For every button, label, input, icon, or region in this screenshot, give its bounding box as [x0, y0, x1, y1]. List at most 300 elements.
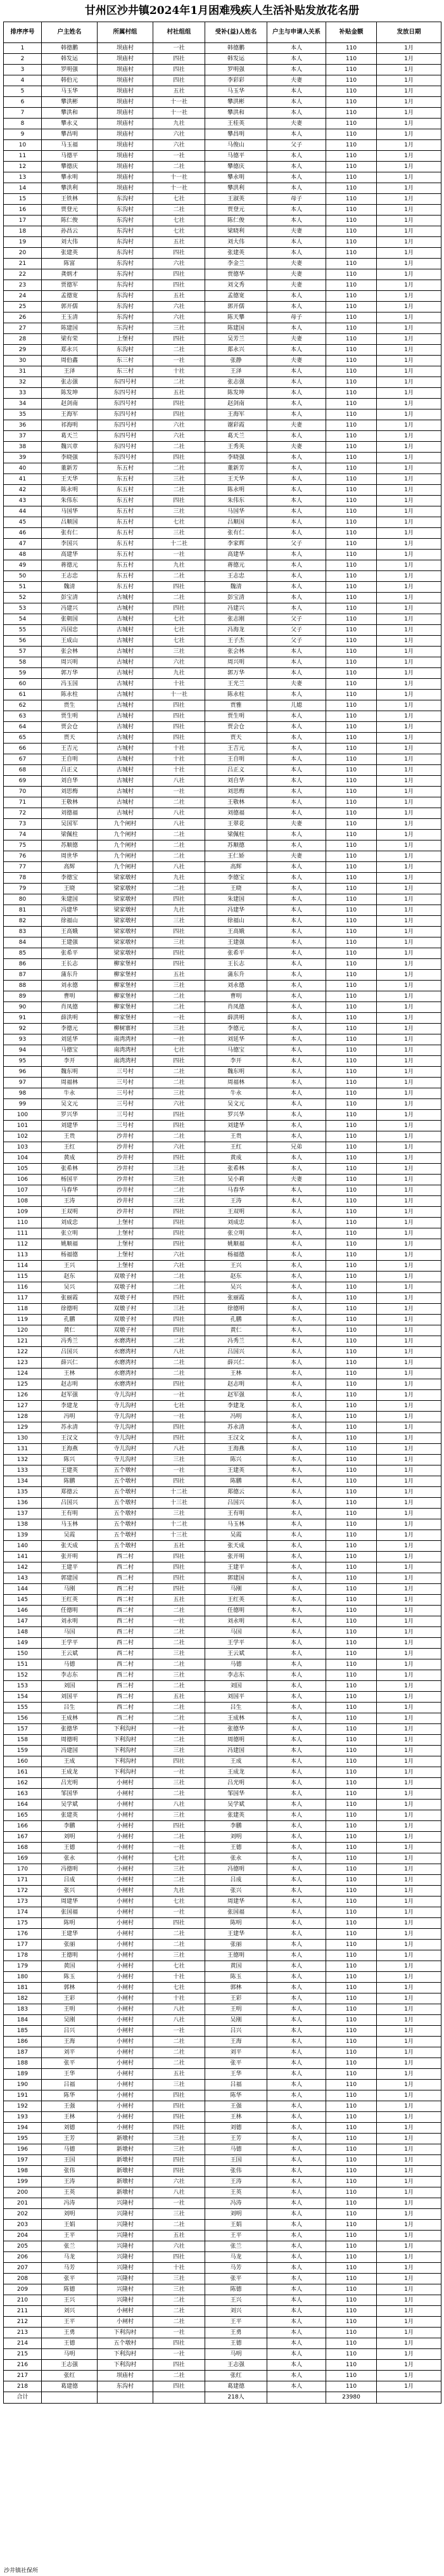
- cell-amount: 110: [326, 129, 377, 140]
- cell-householder: 周福林: [42, 1078, 98, 1088]
- cell-village: 东四号村: [98, 453, 153, 463]
- cell-relation: 本人: [267, 1034, 326, 1045]
- cell-relation: 本人: [267, 1304, 326, 1315]
- cell-village: 西二村: [98, 1692, 153, 1703]
- cell-village: 五个墩村: [98, 1530, 153, 1541]
- cell-serial: 68: [4, 765, 42, 776]
- cell-recipient: 周福林: [205, 1078, 267, 1088]
- cell-date: 1月: [377, 1832, 441, 1843]
- total-amount: 23980: [326, 2392, 377, 2404]
- cell-group: 八社: [153, 808, 205, 819]
- cell-date: 1月: [377, 86, 441, 97]
- cell-amount: 110: [326, 830, 377, 840]
- cell-amount: 110: [326, 1336, 377, 1347]
- table-row: [4, 1218, 441, 1228]
- cell-village: 小闸村: [98, 1983, 153, 1993]
- cell-relation: 本人: [267, 1832, 326, 1843]
- cell-serial: 110: [4, 1218, 42, 1228]
- cell-amount: 110: [326, 463, 377, 474]
- cell-householder: 吕国兴: [42, 1347, 98, 1358]
- table-row: [4, 1315, 441, 1325]
- cell-village: 小闸村: [98, 1789, 153, 1800]
- cell-relation: 本人: [267, 1746, 326, 1756]
- cell-village: 古城村: [98, 679, 153, 690]
- cell-group: 二社: [153, 2317, 205, 2328]
- cell-serial: 8: [4, 119, 42, 129]
- cell-group: 七社: [153, 216, 205, 226]
- cell-recipient: 张静: [205, 356, 267, 366]
- cell-group: 三社: [153, 1810, 205, 1821]
- cell-recipient: 张平: [205, 2274, 267, 2284]
- table-row: [4, 2252, 441, 2263]
- cell-group: 三社: [153, 1455, 205, 1465]
- cell-group: 二社: [153, 840, 205, 851]
- cell-village: 新墩村: [98, 2187, 153, 2198]
- cell-recipient: 薛洪明: [205, 1013, 267, 1024]
- cell-date: 1月: [377, 2166, 441, 2177]
- cell-householder: 王志强: [42, 2360, 98, 2371]
- cell-village: 水磨湾村: [98, 1379, 153, 1390]
- cell-householder: 贾生: [42, 700, 98, 711]
- cell-relation: 夫妻: [267, 356, 326, 366]
- cell-recipient: 马刚: [205, 1584, 267, 1595]
- cell-group: 六社: [153, 129, 205, 140]
- cell-serial: 21: [4, 259, 42, 269]
- cell-amount: 110: [326, 388, 377, 399]
- cell-serial: 127: [4, 1401, 42, 1412]
- cell-recipient: 张立明: [205, 1228, 267, 1239]
- table-row: [4, 2371, 441, 2381]
- cell-recipient: 刘明: [205, 1832, 267, 1843]
- cell-serial: 82: [4, 916, 42, 927]
- table-row: [4, 1282, 441, 1293]
- cell-recipient: 冯涛: [205, 2198, 267, 2209]
- cell-date: 1月: [377, 1444, 441, 1455]
- cell-householder: 张希林: [42, 1164, 98, 1175]
- cell-group: 二社: [153, 1606, 205, 1616]
- cell-amount: 110: [326, 269, 377, 280]
- cell-date: 1月: [377, 776, 441, 787]
- cell-householder: 王志忠: [42, 571, 98, 582]
- cell-village: 九个闸村: [98, 862, 153, 873]
- cell-group: 三社: [153, 916, 205, 927]
- cell-serial: 213: [4, 2328, 42, 2338]
- cell-recipient: 王平: [205, 2231, 267, 2241]
- cell-recipient: 王晓: [205, 884, 267, 894]
- cell-serial: 122: [4, 1347, 42, 1358]
- cell-village: 五个墩村: [98, 1519, 153, 1530]
- cell-group: 八社: [153, 1444, 205, 1455]
- cell-serial: 137: [4, 1509, 42, 1519]
- cell-recipient: 朱伟东: [205, 496, 267, 506]
- table-row: [4, 2069, 441, 2080]
- cell-recipient: 刘国: [205, 1681, 267, 1692]
- cell-householder: 周建华: [42, 1897, 98, 1907]
- cell-group: 二社: [153, 2058, 205, 2069]
- cell-village: 寺儿沟村: [98, 1412, 153, 1422]
- cell-date: 1月: [377, 1358, 441, 1368]
- cell-serial: 71: [4, 797, 42, 808]
- cell-village: 兴隆村: [98, 2263, 153, 2274]
- table-row: [4, 75, 441, 86]
- cell-village: 双墩子村: [98, 1293, 153, 1304]
- cell-date: 1月: [377, 948, 441, 959]
- cell-date: 1月: [377, 162, 441, 172]
- table-row: [4, 765, 441, 776]
- cell-householder: 张平: [42, 2058, 98, 2069]
- cell-amount: 110: [326, 2123, 377, 2134]
- cell-amount: 110: [326, 453, 377, 463]
- cell-group: 四社: [153, 2338, 205, 2349]
- cell-group: 二社: [153, 2047, 205, 2058]
- table-row: [4, 1800, 441, 1810]
- cell-householder: 张丽: [42, 1940, 98, 1950]
- cell-relation: 本人: [267, 1756, 326, 1767]
- cell-amount: 110: [326, 787, 377, 797]
- table-row: [4, 1347, 441, 1358]
- cell-date: 1月: [377, 1670, 441, 1681]
- cell-serial: 1: [4, 43, 42, 54]
- cell-recipient: 贾会仓: [205, 722, 267, 733]
- cell-serial: 87: [4, 970, 42, 981]
- cell-serial: 138: [4, 1519, 42, 1530]
- table-row: [4, 2241, 441, 2252]
- cell-date: 1月: [377, 2187, 441, 2198]
- cell-serial: 54: [4, 614, 42, 625]
- cell-serial: 35: [4, 409, 42, 420]
- cell-recipient: 彭宝清: [205, 593, 267, 603]
- cell-serial: 91: [4, 1013, 42, 1024]
- cell-amount: 110: [326, 733, 377, 744]
- table-row: [4, 1606, 441, 1616]
- table-row: [4, 2198, 441, 2209]
- cell-date: 1月: [377, 1175, 441, 1185]
- cell-householder: 王林: [42, 1368, 98, 1379]
- cell-serial: 79: [4, 884, 42, 894]
- cell-serial: 16: [4, 205, 42, 216]
- cell-recipient: 冯建兴: [205, 603, 267, 614]
- table-row: [4, 1013, 441, 1024]
- cell-relation: 本人: [267, 1993, 326, 2004]
- table-row: [4, 1778, 441, 1789]
- cell-village: 东五村: [98, 528, 153, 539]
- table-row: [4, 323, 441, 334]
- cell-relation: 本人: [267, 1972, 326, 1983]
- cell-relation: 本人: [267, 2101, 326, 2112]
- cell-amount: 110: [326, 183, 377, 194]
- cell-householder: 孔鹏: [42, 1315, 98, 1325]
- cell-amount: 110: [326, 550, 377, 560]
- cell-recipient: 张伟: [205, 2166, 267, 2177]
- cell-serial: 3: [4, 65, 42, 75]
- table-row: [4, 2155, 441, 2166]
- cell-relation: 本人: [267, 108, 326, 119]
- cell-date: 1月: [377, 1455, 441, 1465]
- cell-householder: 魏东明: [42, 1067, 98, 1078]
- cell-serial: 125: [4, 1379, 42, 1390]
- cell-householder: 周伯鑫: [42, 356, 98, 366]
- cell-amount: 110: [326, 2177, 377, 2187]
- table-row: [4, 1024, 441, 1034]
- table-row: [4, 1185, 441, 1196]
- cell-village: 上堡村: [98, 1239, 153, 1250]
- cell-serial: 211: [4, 2306, 42, 2317]
- cell-group: 三社: [153, 1196, 205, 1207]
- cell-recipient: 王志忠: [205, 571, 267, 582]
- cell-amount: 110: [326, 1562, 377, 1573]
- cell-village: 小闸村: [98, 1778, 153, 1789]
- cell-recipient: 王兴: [205, 2295, 267, 2306]
- cell-recipient: 朱建国: [205, 894, 267, 905]
- cell-group: 二社: [153, 1735, 205, 1746]
- cell-recipient: 韩德鹏: [205, 43, 267, 54]
- cell-amount: 110: [326, 851, 377, 862]
- cell-relation: 本人: [267, 2371, 326, 2381]
- cell-group: 三社: [153, 2144, 205, 2155]
- cell-relation: 本人: [267, 2177, 326, 2187]
- cell-village: 坝庙村: [98, 172, 153, 183]
- cell-village: 兴隆村: [98, 2284, 153, 2295]
- cell-amount: 110: [326, 905, 377, 916]
- table-row: [4, 1498, 441, 1509]
- cell-date: 1月: [377, 2058, 441, 2069]
- cell-village: 坝庙村: [98, 119, 153, 129]
- cell-group: 四社: [153, 453, 205, 463]
- cell-date: 1月: [377, 1379, 441, 1390]
- cell-relation: 本人: [267, 1681, 326, 1692]
- cell-householder: 吕国兴: [42, 1498, 98, 1509]
- cell-serial: 32: [4, 377, 42, 388]
- cell-serial: 111: [4, 1228, 42, 1239]
- cell-group: 四社: [153, 1056, 205, 1067]
- cell-recipient: 王德明: [205, 1950, 267, 1961]
- table-row: [4, 216, 441, 226]
- cell-date: 1月: [377, 787, 441, 797]
- cell-relation: 本人: [267, 2209, 326, 2220]
- cell-group: 二社: [153, 2306, 205, 2317]
- cell-village: 东沟村: [98, 291, 153, 302]
- table-row: [4, 1756, 441, 1767]
- cell-date: 1月: [377, 625, 441, 636]
- cell-serial: 25: [4, 302, 42, 312]
- cell-serial: 168: [4, 1843, 42, 1853]
- table-row: [4, 226, 441, 237]
- cell-group: 三社: [153, 981, 205, 991]
- cell-date: 1月: [377, 474, 441, 485]
- cell-householder: 王成山: [42, 636, 98, 647]
- cell-village: 柳家堡村: [98, 1002, 153, 1013]
- cell-group: 四社: [153, 1218, 205, 1228]
- cell-relation: 本人: [267, 1638, 326, 1649]
- cell-amount: 110: [326, 194, 377, 205]
- cell-recipient: 王德: [205, 2338, 267, 2349]
- cell-date: 1月: [377, 722, 441, 733]
- cell-recipient: 周建华: [205, 1897, 267, 1907]
- cell-group: 四社: [153, 2090, 205, 2101]
- cell-relation: 本人: [267, 1390, 326, 1401]
- cell-amount: 110: [326, 248, 377, 259]
- cell-recipient: 吕生: [205, 1703, 267, 1713]
- cell-householder: 赵剑南: [42, 399, 98, 409]
- cell-relation: 父子: [267, 614, 326, 625]
- cell-relation: 本人: [267, 2069, 326, 2080]
- cell-village: 九个闸村: [98, 851, 153, 862]
- cell-amount: 110: [326, 1703, 377, 1713]
- cell-amount: 110: [326, 754, 377, 765]
- table-row: [4, 183, 441, 194]
- cell-group: 二社: [153, 1272, 205, 1282]
- cell-relation: 本人: [267, 690, 326, 700]
- cell-group: 四社: [153, 1918, 205, 1929]
- col-header-group: 村社组组: [153, 22, 205, 43]
- cell-relation: 本人: [267, 744, 326, 754]
- cell-group: 二社: [153, 1703, 205, 1713]
- cell-date: 1月: [377, 2080, 441, 2090]
- cell-householder: 王明: [42, 2004, 98, 2015]
- cell-village: 南湾湾村: [98, 1056, 153, 1067]
- cell-date: 1月: [377, 1498, 441, 1509]
- cell-village: 东五村: [98, 582, 153, 593]
- cell-recipient: 孔鹏: [205, 1315, 267, 1325]
- cell-village: 东五村: [98, 571, 153, 582]
- cell-householder: 王兴: [42, 2295, 98, 2306]
- cell-amount: 110: [326, 259, 377, 269]
- cell-date: 1月: [377, 2252, 441, 2263]
- cell-serial: 139: [4, 1530, 42, 1541]
- cell-amount: 110: [326, 1659, 377, 1670]
- table-row: [4, 668, 441, 679]
- table-row: [4, 345, 441, 356]
- cell-serial: 157: [4, 1724, 42, 1735]
- cell-relation: 本人: [267, 151, 326, 162]
- table-row: [4, 647, 441, 657]
- cell-group: 三社: [153, 1304, 205, 1315]
- cell-amount: 110: [326, 2349, 377, 2360]
- cell-group: 二社: [153, 2037, 205, 2047]
- cell-relation: 本人: [267, 1659, 326, 1670]
- cell-serial: 214: [4, 2338, 42, 2349]
- cell-relation: 本人: [267, 1325, 326, 1336]
- cell-recipient: 吴芳兰: [205, 334, 267, 345]
- cell-recipient: 王秀英: [205, 442, 267, 453]
- cell-date: 1月: [377, 108, 441, 119]
- cell-serial: 135: [4, 1487, 42, 1498]
- cell-amount: 110: [326, 280, 377, 291]
- cell-group: 三社: [153, 323, 205, 334]
- cell-relation: 本人: [267, 2037, 326, 2047]
- cell-serial: 192: [4, 2101, 42, 2112]
- cell-recipient: 马玉华: [205, 86, 267, 97]
- table-row: [4, 679, 441, 690]
- cell-recipient: 薛兴仁: [205, 1358, 267, 1368]
- cell-householder: 吴霞: [42, 1530, 98, 1541]
- cell-village: 下利沟村: [98, 1767, 153, 1778]
- cell-amount: 110: [326, 172, 377, 183]
- table-row: [4, 506, 441, 517]
- cell-householder: 郭建国: [42, 1573, 98, 1584]
- cell-amount: 110: [326, 1487, 377, 1498]
- cell-relation: 父子: [267, 140, 326, 151]
- cell-amount: 110: [326, 1379, 377, 1390]
- cell-recipient: 陈玉: [205, 1972, 267, 1983]
- cell-amount: 110: [326, 97, 377, 108]
- cell-village: 寺儿沟村: [98, 1401, 153, 1412]
- cell-serial: 51: [4, 582, 42, 593]
- cell-amount: 110: [326, 2026, 377, 2037]
- cell-householder: 王平: [42, 2231, 98, 2241]
- cell-village: 新墩村: [98, 2177, 153, 2187]
- cell-relation: 本人: [267, 528, 326, 539]
- cell-serial: 18: [4, 226, 42, 237]
- cell-village: 东五村: [98, 485, 153, 496]
- cell-recipient: 陈仁俊: [205, 216, 267, 226]
- cell-amount: 110: [326, 927, 377, 937]
- cell-village: 坝庙村: [98, 140, 153, 151]
- cell-householder: 任德明: [42, 1606, 98, 1616]
- cell-householder: 王汉文: [42, 1433, 98, 1444]
- cell-relation: 本人: [267, 884, 326, 894]
- cell-householder: 杨福德: [42, 1250, 98, 1261]
- cell-village: 新墩村: [98, 2144, 153, 2155]
- cell-group: 二社: [153, 1832, 205, 1843]
- cell-date: 1月: [377, 1304, 441, 1315]
- table-row: [4, 1821, 441, 1832]
- cell-village: 小闸村: [98, 2004, 153, 2015]
- cell-amount: 110: [326, 1918, 377, 1929]
- cell-recipient: 赵东: [205, 1272, 267, 1282]
- table-row: [4, 1250, 441, 1261]
- cell-village: 小闸村: [98, 2317, 153, 2328]
- cell-group: 九社: [153, 560, 205, 571]
- cell-householder: 王铁林: [42, 194, 98, 205]
- table-row: [4, 1950, 441, 1961]
- table-row: [4, 1121, 441, 1131]
- cell-recipient: 吴小莉: [205, 1175, 267, 1185]
- cell-relation: 本人: [267, 1703, 326, 1713]
- table-row: [4, 1293, 441, 1304]
- cell-group: 八社: [153, 2004, 205, 2015]
- cell-date: 1月: [377, 453, 441, 463]
- cell-serial: 69: [4, 776, 42, 787]
- cell-serial: 126: [4, 1390, 42, 1401]
- cell-date: 1月: [377, 647, 441, 657]
- table-row: [4, 1659, 441, 1670]
- cell-relation: 本人: [267, 2015, 326, 2026]
- table-row: [4, 420, 441, 431]
- cell-date: 1月: [377, 269, 441, 280]
- cell-recipient: 王林: [205, 2112, 267, 2123]
- cell-householder: 王娟: [42, 2220, 98, 2231]
- cell-serial: 187: [4, 2047, 42, 2058]
- cell-village: 西二村: [98, 1552, 153, 1562]
- cell-amount: 110: [326, 1455, 377, 1465]
- cell-amount: 110: [326, 216, 377, 226]
- cell-householder: 张天成: [42, 1541, 98, 1552]
- cell-recipient: 王建英: [205, 1465, 267, 1476]
- cell-amount: 110: [326, 75, 377, 86]
- table-row: [4, 776, 441, 787]
- cell-relation: 本人: [267, 1789, 326, 1800]
- cell-amount: 110: [326, 2080, 377, 2090]
- cell-group: 四社: [153, 2252, 205, 2263]
- cell-group: 六社: [153, 1261, 205, 1272]
- cell-amount: 110: [326, 1358, 377, 1368]
- cell-serial: 34: [4, 399, 42, 409]
- cell-householder: 徐福山: [42, 916, 98, 927]
- cell-householder: 姚顺福: [42, 1239, 98, 1250]
- cell-date: 1月: [377, 550, 441, 560]
- table-row: [4, 754, 441, 765]
